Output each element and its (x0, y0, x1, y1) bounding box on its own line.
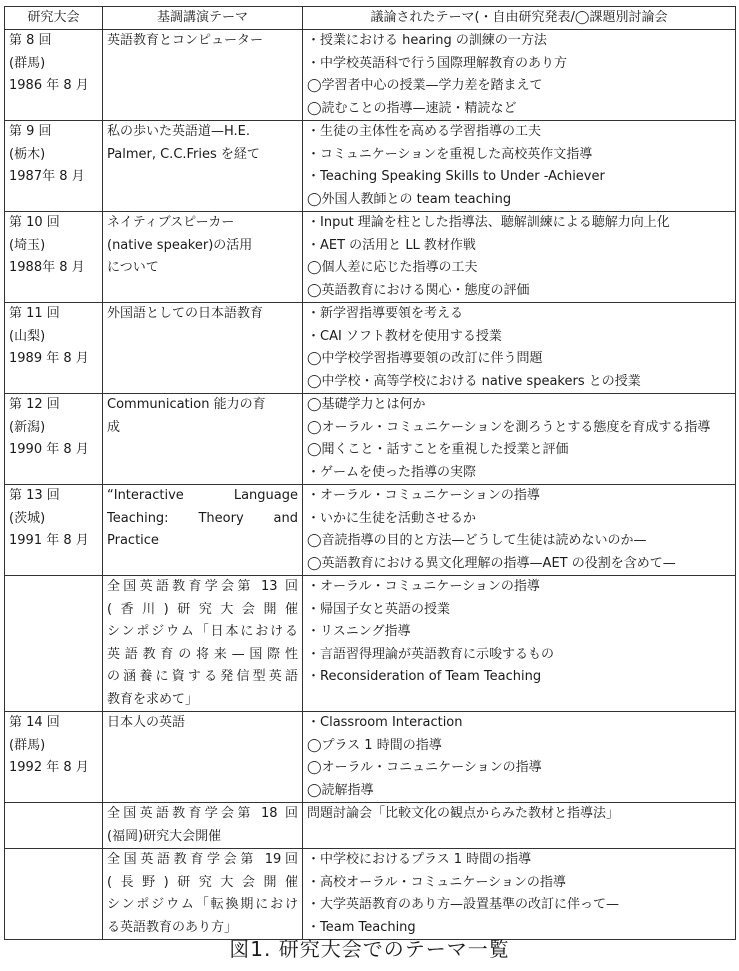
keynote-line: Palmer, C.C.Fries を経て (107, 146, 260, 162)
table-row (5, 712, 736, 803)
meeting-line: 第 8 回 (9, 33, 52, 48)
keynote-line: (長野)研究大会開催 (107, 874, 298, 890)
table-body (5, 30, 736, 940)
keynote-cell (103, 576, 303, 712)
meeting-line: (茨城) (9, 510, 46, 526)
topics-cell (303, 303, 736, 394)
keynote-cell (103, 30, 303, 121)
topic-item: ・リスニング指導 (307, 624, 411, 639)
topic-item: ◯外国人教師との team teaching (307, 191, 512, 207)
table-row (5, 485, 736, 576)
topic-item: ・Reconsideration of Team Teaching (307, 669, 542, 684)
meeting-line: 第 13 回 (9, 488, 60, 503)
topic-item: ◯英語教育における異文化理解の指導—AET の役割を含めて— (307, 555, 676, 571)
keynote-cell (103, 121, 303, 212)
keynote-line: Teaching: Theory and (107, 510, 298, 526)
meeting-line: 1987年 8 月 (9, 169, 85, 184)
header-topics: 議論されたテーマ(・自由研究発表/◯課題別討論会 (303, 7, 736, 30)
topic-item: ・Classroom Interaction (307, 715, 463, 730)
meeting-line: 第 10 回 (9, 215, 60, 230)
meeting-cell (5, 576, 103, 712)
topics-cell (303, 803, 736, 849)
topic-item: ・オーラル・コミュニケーションの指導 (307, 488, 540, 503)
topic-item: ・中学校英語科で行う国際理解教育のあり方 (307, 55, 568, 71)
topic-item: ・Teaching Speaking Skills to Under -Achiever (307, 169, 605, 184)
topic-item: ・帰国子女と英語の授業 (307, 601, 451, 617)
meeting-line: 1990 年 8 月 (9, 442, 89, 457)
keynote-cell (103, 485, 303, 576)
topics-cell (303, 30, 736, 121)
keynote-line: ネイティブスピーカー (107, 215, 235, 230)
meeting-cell (5, 30, 103, 121)
topic-item: ◯オーラル・コニュニケーションの指導 (307, 760, 542, 775)
topics-cell (303, 394, 736, 485)
keynote-line: Communication 能力の育 (107, 397, 266, 412)
header-keynote: 基調講演テーマ (103, 7, 303, 30)
meeting-cell (5, 712, 103, 803)
table-row (5, 303, 736, 394)
figure-caption: 図1. 研究大会でのテーマ一覧 (229, 937, 510, 961)
header-meeting: 研究大会 (5, 7, 103, 30)
topic-item: ◯学習者中心の授業—学力差を踏まえて (307, 78, 543, 93)
topic-item: ◯オーラル・コミュニケーションを測ろうとする態度を育成する指導 (307, 419, 711, 435)
meeting-line: (群馬) (9, 737, 46, 753)
meeting-cell (5, 849, 103, 940)
topic-item: ・生徒の主体性を高める学習指導の工夫 (307, 124, 542, 139)
topic-item: ・Input 理論を柱とした指導法、聴解訓練による聴解力向上化 (307, 215, 670, 230)
keynote-cell (103, 803, 303, 849)
topic-item: ・オーラル・コミュニケーションの指導 (307, 579, 540, 594)
topic-item: ・Team Teaching (307, 919, 416, 935)
topics-cell (303, 712, 736, 803)
keynote-line: 外国語としての日本語教育 (107, 306, 264, 321)
keynote-cell (103, 394, 303, 485)
topic-item: 問題討論会「比較文化の観点からみた教材と指導法」 (307, 806, 620, 821)
meeting-cell (5, 803, 103, 849)
keynote-line: 私の歩いた英語道—H.E. (107, 124, 251, 139)
topic-item: ・ゲームを使った指導の実際 (307, 464, 477, 480)
topic-item: ・新学習指導要領を考える (307, 306, 464, 321)
meeting-cell (5, 394, 103, 485)
keynote-line: について (107, 260, 159, 275)
table-row (5, 576, 736, 712)
meeting-cell (5, 212, 103, 303)
topic-item: ◯音読指導の目的と方法—どうして生徒は読めないのか— (307, 533, 647, 548)
meeting-cell (5, 303, 103, 394)
topic-item: ◯中学校学習指導要領の改訂に伴う問題 (307, 351, 543, 366)
keynote-line: 全国英語教育学会第 18 回 (107, 806, 298, 821)
keynote-line: “Interactive Language (107, 488, 298, 503)
keynote-cell (103, 212, 303, 303)
topic-item: ◯中学校・高等学校における native speakers との授業 (307, 373, 641, 389)
meeting-line: 第 12 回 (9, 397, 60, 412)
topic-item: ・大学英語教育のあり方—設置基準の改訂に伴って— (307, 897, 620, 912)
meeting-line: 1988年 8 月 (9, 260, 85, 275)
table-row (5, 394, 736, 485)
keynote-line: 教育を求めて」 (107, 691, 199, 707)
topic-item: ・中学校におけるプラス 1 時間の指導 (307, 852, 532, 867)
topics-cell (303, 121, 736, 212)
keynote-line: 成 (107, 419, 121, 435)
table-row (5, 30, 736, 121)
meeting-cell (5, 121, 103, 212)
meeting-line: 1992 年 8 月 (9, 760, 89, 775)
meeting-line: (埼玉) (9, 237, 46, 253)
topic-item: ・言語習得理論が英語教育に示唆するもの (307, 646, 555, 662)
keynote-line: シンポジウム「日本における (107, 624, 298, 639)
topic-item: ◯英語教育における関心・態度の評価 (307, 282, 530, 298)
meeting-line: 第 9 回 (9, 124, 52, 139)
topics-cell (303, 485, 736, 576)
meeting-line: 第 11 回 (9, 306, 60, 321)
keynote-line: (福岡)研究大会開催 (107, 828, 222, 844)
conference-theme-table (4, 6, 736, 940)
keynote-line: の涵養に資する発信型英語 (107, 669, 298, 684)
topic-item: ◯読むことの指導—速読・精読など (307, 100, 517, 116)
topic-item: ・いかに生徒を活動させるか (307, 510, 477, 526)
meeting-line: 1991 年 8 月 (9, 533, 89, 548)
topics-cell (303, 576, 736, 712)
meeting-line: (山梨) (9, 328, 46, 344)
meeting-line: (新潟) (9, 419, 46, 435)
keynote-cell (103, 849, 303, 940)
table-row (5, 849, 736, 940)
keynote-line: (香川)研究大会開催 (107, 601, 298, 617)
topics-cell (303, 212, 736, 303)
keynote-line: 全国英語教育学会第 19回 (107, 852, 298, 867)
topic-item: ・高校オーラル・コミュニケーションの指導 (307, 874, 566, 890)
keynote-line: シンポジウム「転換期におけ (107, 897, 298, 912)
table-row (5, 121, 736, 212)
keynote-cell (103, 303, 303, 394)
keynote-line: (native speaker)の活用 (107, 237, 253, 253)
topic-item: ◯基礎学力とは何か (307, 397, 426, 412)
table-row (5, 803, 736, 849)
meeting-line: 1986 年 8 月 (9, 78, 89, 93)
meeting-line: 第 14 回 (9, 715, 60, 730)
document (4, 6, 735, 940)
topic-item: ・CAI ソフト教材を使用する授業 (307, 328, 502, 344)
meeting-line: (群馬) (9, 55, 46, 71)
keynote-line: 英語教育の将来—国際性 (107, 646, 298, 662)
topics-cell (303, 849, 736, 940)
topic-item: ・AET の活用と LL 教材作戦 (307, 237, 476, 253)
table-row (5, 212, 736, 303)
keynote-cell (103, 712, 303, 803)
topic-item: ◯聞くこと・話すことを重視した授業と評価 (307, 442, 569, 457)
meeting-line: (栃木) (9, 146, 46, 162)
topic-item: ・コミュニケーションを重視した高校英作文指導 (307, 146, 593, 162)
topic-item: ◯読解指導 (307, 782, 374, 798)
keynote-line: 英語教育とコンピューター (107, 33, 264, 48)
meeting-cell (5, 485, 103, 576)
topic-item: ◯個人差に応じた指導の工夫 (307, 260, 478, 275)
keynote-line: 全国英語教育学会第 13 回 (107, 579, 298, 594)
meeting-line: 1989 年 8 月 (9, 351, 89, 366)
topic-item: ◯プラス 1 時間の指導 (307, 737, 442, 753)
table-header-row (5, 7, 736, 30)
keynote-line: る英語教育のあり方」 (107, 919, 238, 935)
keynote-line: Practice (107, 533, 159, 548)
keynote-line: 日本人の英語 (107, 715, 186, 730)
topic-item: ・授業における hearing の訓練の一方法 (307, 33, 547, 48)
